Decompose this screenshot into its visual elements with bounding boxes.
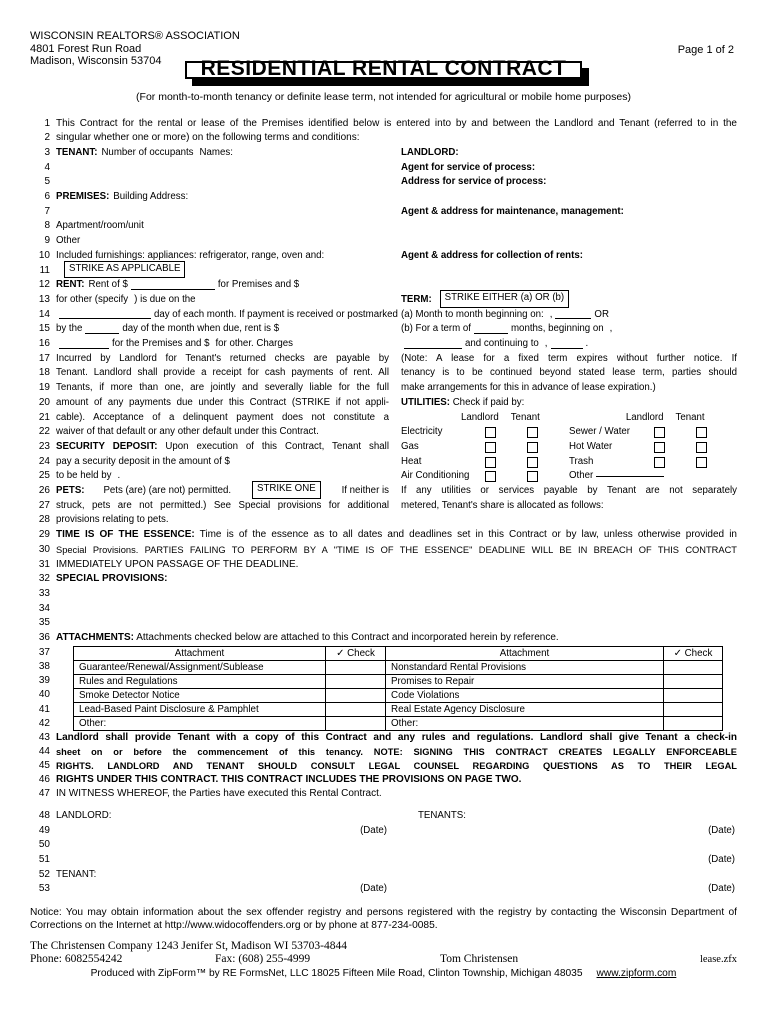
line-number: 2 — [44, 132, 50, 144]
check-column-header: ✓ Check — [664, 646, 723, 660]
utilities-overflow-text: If any utilities or services payable by Tenant are not separately — [401, 485, 737, 497]
line-number: 34 — [38, 602, 50, 614]
line-number: 41 — [38, 703, 50, 715]
line-number: 10 — [38, 249, 50, 261]
comma: , — [609, 323, 613, 335]
line-number: 40 — [38, 689, 50, 701]
company-fax: Fax: (608) 255-4999 — [215, 953, 311, 966]
form-title: RESIDENTIAL RENTAL CONTRACT — [185, 61, 583, 80]
rent-when-due-label: day of the month when due, rent is $ — [122, 323, 280, 335]
premises-label: PREMISES: — [56, 191, 110, 202]
line-number: 39 — [38, 675, 50, 687]
line-number: 14 — [38, 308, 50, 320]
address-service-label: Address for service of process: — [401, 176, 547, 188]
rent-text: waiver of that default or any other default under this Contract. — [56, 426, 319, 438]
line-number: 44 — [38, 745, 50, 757]
agent-service-label: Agent for service of process: — [401, 161, 536, 173]
date-label: (Date) — [708, 824, 735, 836]
attachment-name: Rules and Regulations — [74, 674, 326, 688]
for-other-label: for other. Charges — [215, 338, 294, 350]
notice-text: Corrections on the Internet at http://www.widocoffenders.org or by phone at 877-234-0085. — [30, 920, 438, 932]
rent-specify-label: for other (specify — [56, 293, 129, 305]
line-number: 17 — [38, 352, 50, 364]
rent-text: amount of any payments due under this Contract (STRIKE if not appli- — [56, 396, 389, 408]
attachment-name: Other: — [386, 716, 664, 730]
comma: , — [544, 338, 548, 350]
security-deposit-amount-label: pay a security deposit in the amount of $ — [56, 455, 230, 467]
apartment-label: Apartment/room/unit — [56, 220, 144, 232]
term-a-label: (a) Month to month beginning on: — [401, 308, 544, 320]
line-number: 31 — [38, 558, 50, 570]
date-label: (Date) — [360, 883, 387, 895]
utilities-label: UTILITIES: — [401, 396, 450, 408]
closing-text: sheet on or before the commencement of this tenancy. NOTE: SIGNING THIS CONTRACT CREATES LEGALLY ENFORCEABLE — [56, 746, 737, 757]
line-number: 13 — [38, 293, 50, 305]
for-premises-label: for the Premises and $ — [112, 338, 210, 350]
company-phone: Phone: 6082554242 — [30, 953, 123, 966]
checkbox-gas-landlord[interactable] — [485, 442, 496, 453]
witness-text: IN WITNESS WHEREOF, the Parties have executed this Rental Contract. — [56, 787, 382, 799]
check-cell[interactable] — [664, 688, 723, 702]
notice-text: Notice: You may obtain information about the sex offender registry and persons registered with the registry by contacting the Wisconsin Department of — [30, 907, 737, 919]
line-number: 32 — [38, 573, 50, 585]
date-label: (Date) — [708, 854, 735, 866]
attachment-column-header: Attachment — [74, 646, 326, 660]
check-cell[interactable] — [326, 702, 386, 716]
rent-text: cable). Acceptance of a delinquent payment does not constitute a — [56, 411, 389, 423]
closing-text: RIGHTS. LANDLORD AND TENANT SHOULD CONSULT LEGAL COUNSEL REGARDING QUESTIONS AS TO THEIR LEGAL — [56, 760, 737, 771]
special-provisions-label: SPECIAL PROVISIONS: — [56, 573, 168, 585]
strike-either-note: STRIKE EITHER (a) OR (b) — [440, 290, 570, 308]
line-number: 37 — [38, 646, 50, 658]
line-number: 20 — [38, 396, 50, 408]
utility-hotwater-label: Hot Water — [569, 440, 613, 452]
essence-label: TIME IS OF THE ESSENCE: — [56, 529, 195, 541]
term-or: OR — [594, 308, 609, 320]
utilities-allocation-label: metered, Tenant's share is allocated as follows: — [401, 499, 604, 511]
line-number: 50 — [38, 839, 50, 851]
checkbox-hotwater-landlord[interactable] — [654, 442, 665, 453]
strike-one-note: STRIKE ONE — [252, 481, 321, 499]
agent-maintenance-label: Agent & address for maintenance, management: — [401, 205, 624, 217]
landlord-column-header: Landlord — [461, 411, 499, 423]
held-by-label: to be held by — [56, 470, 112, 482]
pets-text: If neither is — [341, 485, 389, 497]
intro-line-1: This Contract for the rental or lease of the Premises identified below is entered into by and between the Landlord and Tenant (referred to in the — [56, 117, 737, 129]
attachment-name: Guarantee/Renewal/Assignment/Sublease — [74, 660, 326, 674]
attachments-table-block — [30, 646, 737, 731]
check-cell[interactable] — [664, 716, 723, 730]
term-b2-label: months, beginning on — [510, 323, 604, 335]
term-b-label: (b) For a term of — [401, 323, 471, 335]
form-header — [30, 30, 737, 104]
agent-name: Tom Christensen — [440, 953, 519, 966]
line-number: 1 — [44, 117, 50, 129]
strike-as-applicable-note: STRIKE AS APPLICABLE — [64, 261, 185, 279]
table-row — [74, 702, 723, 716]
line-number: 16 — [38, 338, 50, 350]
pets-text: struck, pets are not permitted.) See Special provisions for additional — [56, 499, 389, 511]
term-continuing-label: and continuing to — [465, 338, 539, 350]
tenants-signature-label: TENANTS: — [418, 809, 466, 821]
company-info: The Christensen Company 1243 Jenifer St, Madison WI 53703-4844 — [30, 939, 347, 952]
essence-text: Time is of the essence as to all dates and deadlines set in this Contract or by law, unless otherwise provided in — [199, 529, 737, 541]
other-label: Other — [56, 235, 81, 247]
line-number: 51 — [38, 854, 50, 866]
line-number: 8 — [44, 220, 50, 232]
attachment-name: Smoke Detector Notice — [74, 688, 326, 702]
table-row — [74, 688, 723, 702]
tenant-signature-label: TENANT: — [56, 868, 97, 880]
period: . — [585, 338, 589, 350]
table-row — [74, 674, 723, 688]
org-address-1: 4801 Forest Run Road — [30, 42, 142, 55]
tenant-column-header: Tenant — [510, 411, 540, 423]
line-number: 29 — [38, 529, 50, 541]
line-number: 33 — [38, 588, 50, 599]
attachments-table — [73, 646, 723, 731]
line-number: 4 — [44, 161, 50, 173]
check-cell[interactable] — [664, 660, 723, 674]
rent-due-label: ) is due on the — [134, 293, 196, 305]
landlord-column-header: Landlord — [625, 411, 664, 423]
term-begin-year-field[interactable] — [404, 348, 462, 349]
pets-label: PETS: — [56, 485, 85, 497]
produced-by-text: Produced with ZipForm™ by RE FormsNet, LLC 18025 Fifteen Mile Road, Clinton Township, Michigan 48035 — [90, 967, 583, 979]
line-number: 48 — [38, 809, 50, 821]
pets-text: provisions relating to pets. — [56, 514, 169, 526]
page-footer — [30, 940, 737, 979]
term-label: TERM: — [401, 293, 432, 305]
pets-text: Pets (are) (are not) permitted. — [103, 485, 232, 497]
names-label: Names: — [199, 146, 233, 158]
attachments-intro: Attachments checked below are attached to this Contract and incorporated herein by reference. — [136, 632, 559, 644]
term-a-year-field[interactable] — [555, 318, 591, 319]
attachments-label: ATTACHMENTS: — [56, 632, 134, 644]
checkbox-heat-landlord[interactable] — [485, 457, 496, 468]
attachment-name: Promises to Repair — [386, 674, 664, 688]
rent-premises-label: for Premises and $ — [217, 279, 300, 291]
utility-heat-label: Heat — [401, 455, 422, 467]
check-cell[interactable] — [326, 660, 386, 674]
line-number: 38 — [38, 661, 50, 672]
checkbox-ac-tenant[interactable] — [527, 471, 538, 482]
check-cell[interactable] — [326, 674, 386, 688]
page-indicator: Page 1 of 2 — [677, 44, 734, 56]
rent-label: RENT: — [56, 279, 85, 291]
rent-amount-field[interactable] — [131, 289, 215, 290]
org-name: WISCONSIN REALTORS® ASSOCIATION — [30, 30, 240, 42]
security-deposit-text: Upon execution of this Contract, Tenant shall — [165, 440, 389, 452]
checkbox-electricity-tenant[interactable] — [527, 427, 538, 438]
line-number: 46 — [38, 773, 50, 785]
term-months-field[interactable] — [474, 333, 508, 334]
checkbox-sewer-tenant[interactable] — [696, 427, 707, 438]
attachment-name: Nonstandard Rental Provisions — [386, 660, 664, 674]
term-note: make arrangements for this in advance of lease expiration.) — [401, 382, 656, 394]
rent-of-label: Rent of $ — [88, 279, 128, 291]
utility-other-label: Other — [569, 470, 594, 482]
grace-day-field[interactable] — [85, 333, 119, 334]
checkbox-hotwater-tenant[interactable] — [696, 442, 707, 453]
furnishings-label: Included furnishings: appliances: refrigerator, range, oven and: — [56, 249, 325, 261]
comma: , — [549, 308, 553, 320]
checkbox-trash-landlord[interactable] — [654, 457, 665, 468]
period: . — [117, 470, 121, 482]
utility-sewer-label: Sewer / Water — [569, 426, 631, 438]
attachment-name: Other: — [74, 716, 326, 730]
line-number: 49 — [38, 824, 50, 836]
security-deposit-label: SECURITY DEPOSIT: — [56, 440, 158, 452]
checkbox-electricity-landlord[interactable] — [485, 427, 496, 438]
line-number: 21 — [38, 411, 50, 423]
line-number: 9 — [44, 235, 50, 247]
utility-trash-label: Trash — [569, 455, 594, 467]
signature-block — [30, 809, 737, 897]
check-column-header: ✓ Check — [326, 646, 386, 660]
line-number: 18 — [38, 367, 50, 379]
line-number: 6 — [44, 191, 50, 203]
intro-line-2: singular whether one or more) on the following terms and conditions: — [56, 132, 360, 144]
line-number: 47 — [38, 787, 50, 799]
sex-offender-notice — [30, 906, 737, 932]
checkbox-trash-tenant[interactable] — [696, 457, 707, 468]
line-number: 19 — [38, 382, 50, 394]
form-subtitle: (For month-to-month tenancy or definite lease term, not intended for agricultural or mobile home purposes) — [136, 91, 631, 103]
utility-electricity-label: Electricity — [401, 426, 443, 438]
closing-text: Landlord shall provide Tenant with a copy of this Contract and any rules and regulations. Landlord shall give Tenant a check-in — [56, 731, 737, 743]
line-number: 23 — [38, 440, 50, 452]
date-label: (Date) — [360, 824, 387, 836]
checkbox-heat-tenant[interactable] — [527, 457, 538, 468]
closing-text: RIGHTS UNDER THIS CONTRACT. THIS CONTRACT INCLUDES THE PROVISIONS ON PAGE TWO. — [56, 773, 522, 785]
line-number: 26 — [38, 485, 50, 497]
rent-day-text: day of each month. If payment is received or postmarked — [154, 308, 398, 320]
term-note: (Note: A lease for a fixed term expires without further notice. If — [401, 352, 737, 364]
essence-text: Special Provisions. PARTIES FAILING TO PERFORM BY A "TIME IS OF THE ESSENCE" DEADLINE WILL BE IN BREACH OF THIS CONTRACT — [56, 544, 737, 555]
rent-text: Tenants, if more than one, are jointly and severally liable for the full — [56, 382, 389, 394]
line-number: 3 — [44, 146, 50, 158]
building-address-label: Building Address: — [113, 191, 189, 202]
checkbox-gas-tenant[interactable] — [527, 442, 538, 453]
essence-text: IMMEDIATELY UPON PASSAGE OF THE DEADLINE. — [56, 558, 299, 570]
check-cell[interactable] — [664, 702, 723, 716]
line-number: 42 — [38, 717, 50, 729]
landlord-signature-label: LANDLORD: — [56, 809, 112, 821]
tenant-label: TENANT: — [56, 146, 98, 158]
table-row — [74, 716, 723, 730]
tenant-column-header: Tenant — [675, 411, 705, 423]
agent-rents-label: Agent & address for collection of rents: — [401, 249, 583, 261]
org-address-2: Madison, Wisconsin 53704 — [30, 55, 162, 67]
table-row — [74, 660, 723, 674]
utility-gas-label: Gas — [401, 440, 419, 452]
line-number: 25 — [38, 470, 50, 482]
term-note: tenancy is to be continued beyond stated lease term, parties should — [401, 367, 737, 379]
utilities-checkif-label: Check if paid by: — [452, 396, 525, 408]
line-number: 22 — [38, 426, 50, 438]
line-number: 43 — [38, 731, 50, 743]
attachment-name: Code Violations — [386, 688, 664, 702]
utility-other-field[interactable] — [596, 476, 664, 477]
rent-text: Incurred by Landlord for Tenant's returned checks are payable by — [56, 352, 389, 364]
line-number: 35 — [38, 617, 50, 629]
utility-ac-label: Air Conditioning — [401, 470, 470, 482]
line-number: 28 — [38, 514, 50, 526]
line-number: 52 — [38, 868, 50, 880]
line-number: 7 — [44, 205, 50, 217]
term-end-year-field[interactable] — [551, 348, 583, 349]
line-number: 53 — [38, 883, 50, 895]
occupants-label: Number of occupants — [101, 146, 194, 158]
checkbox-ac-landlord[interactable] — [485, 471, 496, 482]
line-number: 27 — [38, 499, 50, 511]
line-number: 36 — [38, 632, 50, 644]
line-number: 45 — [38, 759, 50, 771]
line-number: 24 — [38, 455, 50, 467]
check-cell[interactable] — [664, 674, 723, 688]
contract-body — [30, 117, 737, 898]
line-number: 11 — [39, 264, 50, 276]
attachment-name: Lead-Based Paint Disclosure & Pamphlet — [74, 702, 326, 716]
rent-text: Tenant. Landlord shall provide a receipt for cash payments of rent. All — [56, 367, 389, 379]
line-number: 5 — [44, 176, 50, 188]
checkbox-sewer-landlord[interactable] — [654, 427, 665, 438]
due-day-field[interactable] — [59, 318, 151, 319]
landlord-label: LANDLORD: — [401, 146, 459, 158]
line-number: 12 — [38, 279, 50, 291]
check-cell[interactable] — [326, 716, 386, 730]
line-number: 30 — [38, 543, 50, 555]
by-the-label: by the — [56, 323, 83, 335]
date-label: (Date) — [708, 883, 735, 895]
check-cell[interactable] — [326, 688, 386, 702]
file-name: lease.zfx — [699, 954, 737, 966]
line-number: 15 — [38, 323, 50, 335]
attachment-name: Real Estate Agency Disclosure — [386, 702, 664, 716]
zipform-link[interactable]: www.zipform.com — [596, 967, 677, 979]
attachment-column-header: Attachment — [386, 646, 664, 660]
fill-line[interactable] — [59, 348, 109, 349]
